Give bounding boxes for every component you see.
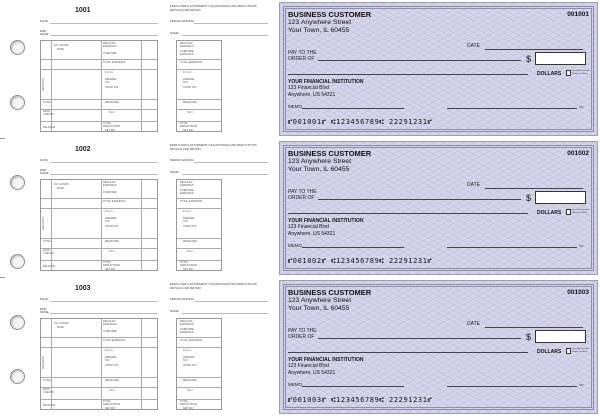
payee-field[interactable] [318, 338, 521, 339]
date-field[interactable] [485, 49, 583, 50]
company-street: 123 Anywhere Street [288, 297, 352, 304]
memo-label: MEMO [288, 104, 302, 109]
security-note: Security Features Details on Back [572, 70, 590, 75]
amount-words-field[interactable] [288, 352, 528, 353]
security-note: Security Features Details on Back [572, 209, 590, 214]
binder-hole-icon [10, 40, 25, 55]
date-field[interactable] [485, 327, 583, 328]
signature-field[interactable] [447, 386, 577, 387]
amount-words-field[interactable] [288, 213, 528, 214]
dollars-label: DOLLARS [537, 71, 562, 77]
bank-info: YOUR FINANCIAL INSTITUTION 123 Financial Blvd Anywhere, US 54321 [288, 218, 364, 237]
mp-label: MP [579, 244, 584, 248]
mp-label: MP [579, 105, 584, 109]
check-number: 001002 [567, 150, 589, 157]
bank-info: YOUR FINANCIAL INSTITUTION 123 Financial Blvd Anywhere, US 54321 [288, 79, 364, 98]
mp-label: MP [579, 383, 584, 387]
payee-field[interactable] [318, 60, 521, 61]
check-number: 001003 [567, 289, 589, 296]
payee-field[interactable] [318, 199, 521, 200]
amount-field[interactable] [535, 330, 586, 343]
micr-line: ⑈001002⑈ ⑆123456789⑆ 22291231⑈ [288, 257, 433, 265]
pay-to-label: PAY TO THE ORDER OF [288, 50, 317, 63]
memo-field[interactable] [302, 108, 404, 109]
date-label: DATE [467, 43, 480, 49]
pay-to-label: PAY TO THE ORDER OF [288, 189, 317, 202]
check-1 [279, 2, 598, 136]
memo-label: MEMO [288, 382, 302, 387]
security-note: Security Features Details on Back [572, 348, 590, 353]
stub-name-label: NAME [170, 31, 179, 35]
stub-date-label: DATE [40, 19, 48, 23]
bank-info: YOUR FINANCIAL INSTITUTION 123 Financial Blvd Anywhere, US 54321 [288, 357, 364, 376]
signature-field[interactable] [447, 247, 577, 248]
stub-3: 1003 DATE EMP NAME PERIOD ENDING EMPLOYEE'S STATEMENT OF EARNINGS AND DEDUCTIONS DETACH AND RETAIN NAME NO. HOURS RATE REGULAR EARNINGS OVERTIME TOTAL EARNINGS DEPOSITS F.I.C.A. FEDERAL TAX STATE TAX MEDICARE TOTAL S.D.I. LESS CHECKS TOTAL DEDUCTIONS BALANCE NET PAY REGULAR EARNINGS OVERTIME EARNINGS TOTAL EARNINGS F.I.C.A. FEDERAL TAX STATE TAX MEDICARE S.D.I. TOTAL DEDUCTIONS NET PAY [36, 280, 268, 414]
company-street: 123 Anywhere Street [288, 158, 352, 165]
dollars-label: DOLLARS [537, 210, 562, 216]
check-number: 001001 [567, 11, 589, 18]
binder-hole-icon [10, 254, 25, 269]
amount-field[interactable] [535, 191, 586, 204]
micr-line: ⑈001001⑈ ⑆123456789⑆ 22291231⑈ [288, 118, 433, 126]
company-city: Your Town, IL 60455 [288, 166, 350, 173]
check-3 [279, 280, 598, 414]
signature-field[interactable] [447, 108, 577, 109]
check-2 [279, 141, 598, 275]
stub-number: 1003 [75, 285, 91, 292]
binder-hole-icon [10, 95, 25, 110]
binder-hole-icon [10, 175, 25, 190]
perforation-mark [0, 138, 5, 139]
date-field[interactable] [485, 188, 583, 189]
binder-hole-icon [10, 369, 25, 384]
dollar-sign: $ [526, 332, 532, 342]
memo-field[interactable] [302, 247, 404, 248]
memo-field[interactable] [302, 386, 404, 387]
dollars-label: DOLLARS [537, 349, 562, 355]
dollar-sign: $ [526, 193, 532, 203]
amount-field[interactable] [535, 52, 586, 65]
binder-hole-icon [10, 315, 25, 330]
stub-number: 1002 [75, 146, 91, 153]
padlock-icon [566, 348, 571, 354]
perforation-mark [0, 277, 5, 278]
stub-number: 1001 [75, 7, 91, 14]
company-street: 123 Anywhere Street [288, 19, 352, 26]
pay-to-label: PAY TO THE ORDER OF [288, 328, 317, 341]
padlock-icon [566, 70, 571, 76]
amount-words-field[interactable] [288, 74, 528, 75]
company-name: BUSINESS CUSTOMER [288, 10, 372, 19]
company-name: BUSINESS CUSTOMER [288, 149, 372, 158]
padlock-icon [566, 209, 571, 215]
stub-emp-label: EMP NAME [40, 29, 49, 36]
date-label: DATE [467, 182, 480, 188]
dollar-sign: $ [526, 54, 532, 64]
stub-2: 1002 DATE EMP NAME PERIOD ENDING EMPLOYEE'S STATEMENT OF EARNINGS AND DEDUCTIONS DETACH AND RETAIN NAME NO. HOURS RATE REGULAR EARNINGS OVERTIME TOTAL EARNINGS DEPOSITS F.I.C.A. FEDERAL TAX STATE TAX MEDICARE TOTAL S.D.I. LESS CHECKS TOTAL DEDUCTIONS BALANCE NET PAY REGULAR EARNINGS OVERTIME EARNINGS TOTAL EARNINGS F.I.C.A. FEDERAL TAX STATE TAX MEDICARE S.D.I. TOTAL DEDUCTIONS NET PAY [36, 141, 268, 275]
stub-1: 1001 DATE EMP NAME PERIOD ENDING EMPLOYEE'S STATEMENT OF EARNINGS AND DEDUCTIONS DETACH AND RETAIN NAME NO. HOURS RATE REGULAR EARNINGS OVERTIME TOTAL EARNINGS DEPOSITS F.I.C.A. FEDERAL TAX STATE TAX MEDICARE TOTAL S.D.I. LESS CHECKS TOTAL DEDUCTIONS BALANCE NET PAY REGULAR EARNINGS OVERTIME EARNINGS TOTAL EARNINGS F.I.C.A. FEDERAL TAX STATE TAX MEDICARE S.D.I. TOTAL DEDUCTIONS NET PAY [36, 2, 268, 136]
stub-period-label: PERIOD ENDING [170, 19, 195, 23]
company-city: Your Town, IL 60455 [288, 305, 350, 312]
stub-statement: EMPLOYEE'S STATEMENT OF EARNINGS AND DEDUCTIONS DETACH AND RETAIN [170, 4, 257, 12]
company-city: Your Town, IL 60455 [288, 27, 350, 34]
company-name: BUSINESS CUSTOMER [288, 288, 372, 297]
micr-line: ⑈001003⑈ ⑆123456789⑆ 22291231⑈ [288, 396, 433, 404]
memo-label: MEMO [288, 243, 302, 248]
date-label: DATE [467, 321, 480, 327]
